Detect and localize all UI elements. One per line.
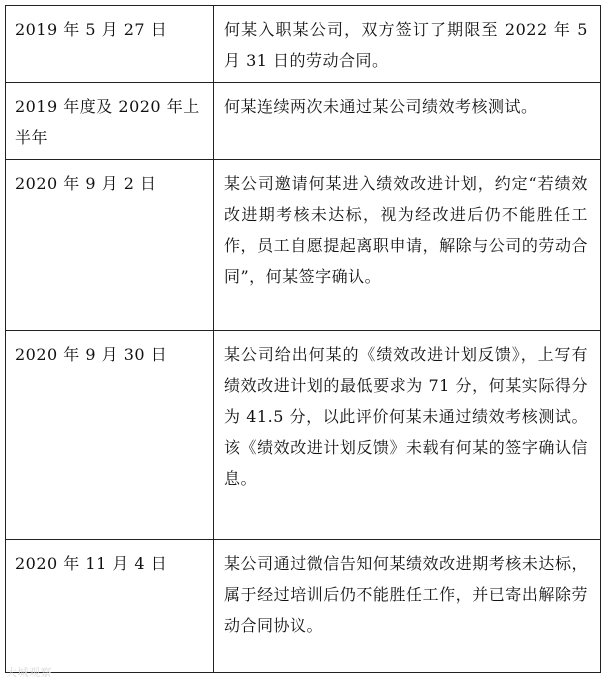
date-cell: 2020 年 11 月 4 日	[6, 540, 214, 673]
watermark-logo: 大城观察	[6, 666, 52, 679]
date-cell: 2020 年 9 月 30 日	[6, 331, 214, 540]
date-cell: 2020 年 9 月 2 日	[6, 160, 214, 331]
date-cell: 2019 年 5 月 27 日	[6, 6, 214, 83]
timeline-row	[6, 6, 601, 83]
event-cell: 某公司邀请何某进入绩效改进计划，约定“若绩效改进期考核未达标，视为经改进后仍不能胜任工作，员工自愿提起离职申请，解除与公司的劳动合同”，何某签字确认。	[214, 160, 601, 331]
case-timeline-table	[5, 5, 601, 673]
timeline-row	[6, 83, 601, 160]
date-cell: 2019 年度及 2020 年上半年	[6, 83, 214, 160]
timeline-row	[6, 160, 601, 331]
event-cell: 某公司通过微信告知何某绩效改进期考核未达标，属于经过培训后仍不能胜任工作，并已寄出解除劳动合同协议。	[214, 540, 601, 673]
timeline-row	[6, 540, 601, 673]
event-cell: 何某入职某公司，双方签订了期限至 2022 年 5 月 31 日的劳动合同。	[214, 6, 601, 83]
event-cell: 某公司给出何某的《绩效改进计划反馈》，上写有绩效改进计划的最低要求为 71 分，何某实际得分为 41.5 分，以此评价何某未通过绩效考核测试。该《绩效改进计划反馈》未载有何某的签字确认信息。	[214, 331, 601, 540]
event-cell: 何某连续两次未通过某公司绩效考核测试。	[214, 83, 601, 160]
timeline-row	[6, 331, 601, 540]
